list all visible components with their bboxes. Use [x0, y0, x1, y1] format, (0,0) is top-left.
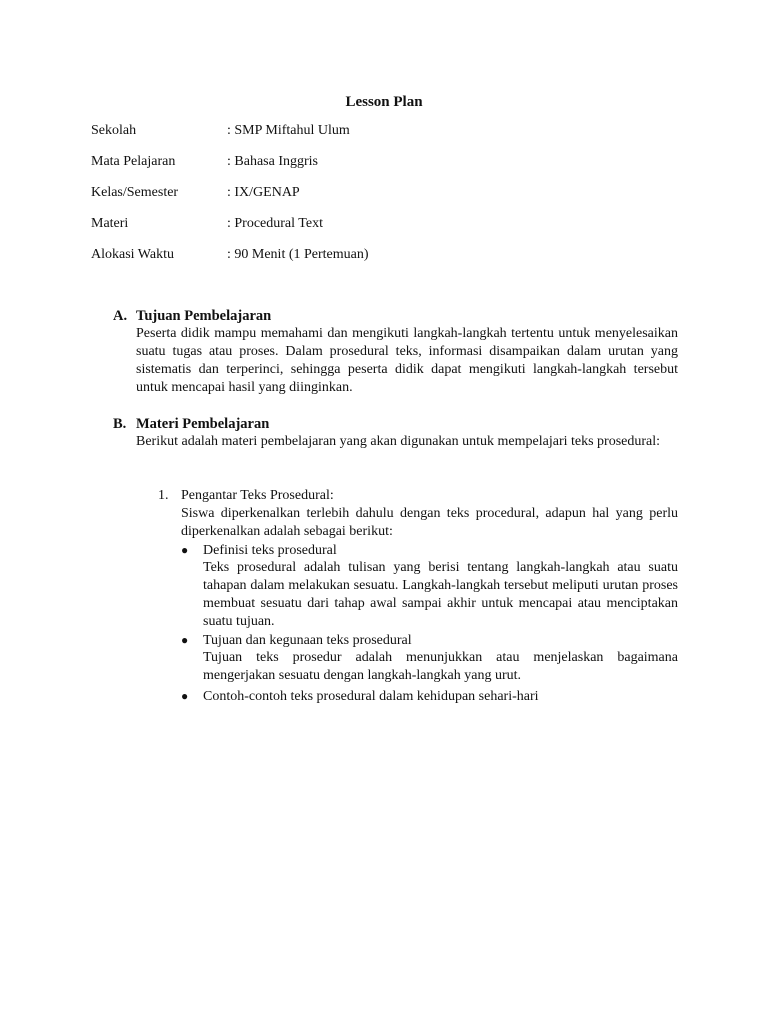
section-paragraph-tujuan: Peserta didik mampu memahami dan mengikuti langkah-langkah tertentu untuk menyelesaikan suatu tugas atau proses. Dalam prosedural teks, informasi disampaikan dalam urutan yang sistematis dan terperinci, sehingga peserta didik dapat mengikuti langkah-langkah tersebut untuk mencapai hasil yang diinginkan. [136, 326, 678, 395]
bullet-item-tujuan [181, 631, 412, 650]
bullet-title: Tujuan dan kegunaan teks prosedural [203, 633, 412, 648]
info-label: Mata Pelajaran [91, 154, 176, 169]
info-value: : IX/GENAP [227, 185, 300, 200]
section-letter: A. [113, 308, 128, 324]
info-value: : Bahasa Inggris [227, 154, 318, 169]
info-value: : 90 Menit (1 Pertemuan) [227, 247, 369, 262]
bullet-item-definisi [181, 541, 337, 560]
bullet-icon: ● [181, 543, 189, 557]
info-label: Alokasi Waktu [91, 247, 174, 262]
section-title: Materi Pembelajaran [136, 416, 270, 432]
section-heading-materi [113, 415, 269, 433]
info-value: : SMP Miftahul Ulum [227, 123, 350, 138]
bullet-title: Definisi teks prosedural [203, 543, 337, 558]
bullet-icon: ● [181, 633, 189, 647]
section-paragraph-materi: Berikut adalah materi pembelajaran yang akan digunakan untuk mempelajari teks prosedural: [136, 434, 661, 449]
bullet-item-contoh [181, 687, 539, 706]
item-title: Pengantar Teks Prosedural: [181, 488, 334, 503]
bullet-icon: ● [181, 689, 189, 703]
info-label: Sekolah [91, 123, 137, 138]
bullet-paragraph-definisi: Teks prosedural adalah tulisan yang berisi tentang langkah-langkah atau suatu tahapan dalam melakukan sesuatu. Langkah-langkah tersebut meliputi urutan proses membuat sesuatu dari tahap awal sampai akhir untuk mencapai atau menciptakan suatu tujuan. [203, 560, 678, 629]
info-label: Materi [91, 216, 129, 231]
bullet-title: Contoh-contoh teks prosedural dalam kehidupan sehari-hari [203, 689, 539, 704]
section-letter: B. [113, 416, 127, 432]
page-title: Lesson Plan [345, 94, 423, 110]
info-label: Kelas/Semester [91, 185, 179, 200]
numbered-item-pengantar [158, 487, 334, 505]
section-heading-tujuan [113, 307, 271, 325]
section-title: Tujuan Pembelajaran [136, 308, 272, 324]
item-number: 1. [158, 488, 169, 503]
info-value: : Procedural Text [227, 216, 323, 231]
bullet-paragraph-tujuan: Tujuan teks prosedur adalah menunjukkan atau menjelaskan bagaimana mengerjakan sesuatu dengan langkah-langkah yang urut. [203, 650, 678, 683]
item-paragraph: Siswa diperkenalkan terlebih dahulu dengan teks procedural, adapun hal yang perlu diperkenalkan adalah sebagai berikut: [181, 506, 678, 539]
